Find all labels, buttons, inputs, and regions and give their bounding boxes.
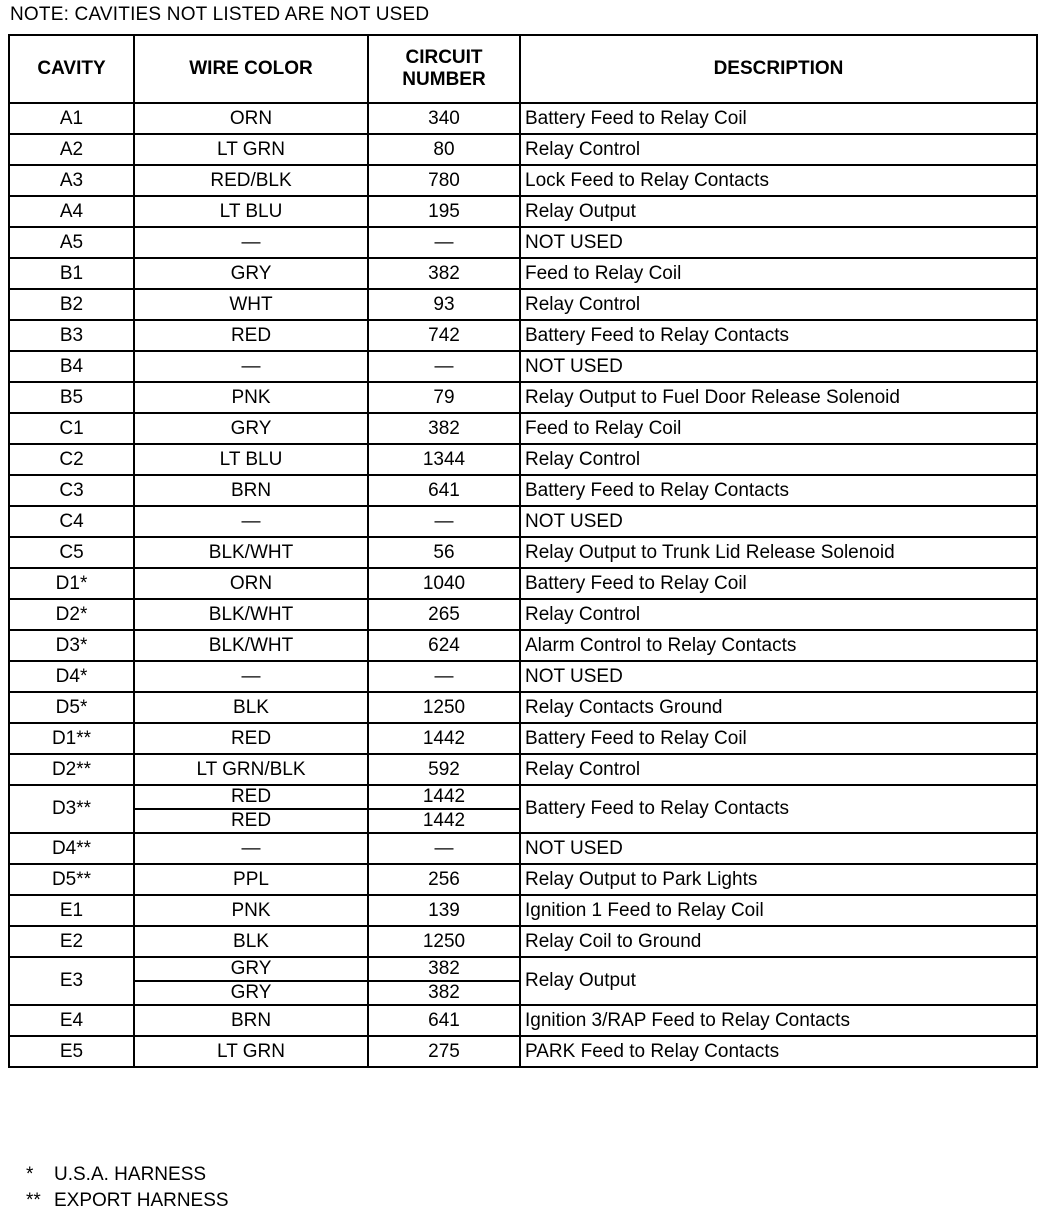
circuit-number-cell: 1250: [368, 926, 520, 957]
wire-color-cell: RED: [134, 723, 368, 754]
wire-color-cell: GRY: [134, 981, 368, 1005]
wire-color-cell: BRN: [134, 1005, 368, 1036]
wire-color-cell: BLK: [134, 926, 368, 957]
circuit-number-cell: 641: [368, 1005, 520, 1036]
cavity-cell: E3: [9, 957, 134, 1005]
footnotes: [26, 1162, 229, 1214]
description-cell: NOT USED: [520, 833, 1037, 864]
table-row: [9, 833, 1037, 864]
table-row: [9, 258, 1037, 289]
description-cell: Relay Contacts Ground: [520, 692, 1037, 723]
table-row: [9, 506, 1037, 537]
circuit-number-cell: 340: [368, 103, 520, 134]
cavity-cell: C1: [9, 413, 134, 444]
table-row: [9, 692, 1037, 723]
note-text: NOTE: CAVITIES NOT LISTED ARE NOT USED: [10, 4, 430, 25]
description-cell: Relay Control: [520, 444, 1037, 475]
wire-color-cell: LT GRN: [134, 1036, 368, 1067]
description-cell: Ignition 3/RAP Feed to Relay Contacts: [520, 1005, 1037, 1036]
wire-color-cell: BLK/WHT: [134, 599, 368, 630]
header-circuit-line1: CIRCUIT: [405, 47, 483, 68]
wire-color-cell: BLK: [134, 692, 368, 723]
description-cell: Relay Output to Trunk Lid Release Solenoid: [520, 537, 1037, 568]
wire-color-cell: RED: [134, 785, 368, 809]
description-cell: Relay Output: [520, 957, 1037, 1005]
description-cell: Relay Control: [520, 289, 1037, 320]
circuit-number-cell: —: [368, 506, 520, 537]
table-row: [9, 599, 1037, 630]
cavity-cell: D2*: [9, 599, 134, 630]
circuit-number-cell: 382: [368, 258, 520, 289]
footnote-mark: *: [26, 1164, 34, 1185]
wire-color-cell: LT GRN: [134, 134, 368, 165]
wire-color-cell: PPL: [134, 864, 368, 895]
circuit-number-cell: 256: [368, 864, 520, 895]
wire-color-cell: LT BLU: [134, 196, 368, 227]
wire-color-cell: RED/BLK: [134, 165, 368, 196]
cavity-cell: A4: [9, 196, 134, 227]
table-row: [9, 382, 1037, 413]
cavity-cell: B2: [9, 289, 134, 320]
circuit-number-cell: —: [368, 227, 520, 258]
wire-color-cell: ORN: [134, 568, 368, 599]
footnote-usa: [26, 1162, 229, 1188]
cavity-cell: D4*: [9, 661, 134, 692]
cavity-cell: C5: [9, 537, 134, 568]
footnote-text: U.S.A. HARNESS: [54, 1164, 207, 1185]
circuit-number-cell: 641: [368, 475, 520, 506]
wire-color-cell: GRY: [134, 413, 368, 444]
cavity-cell: D1**: [9, 723, 134, 754]
description-cell: Relay Output to Fuel Door Release Solenoid: [520, 382, 1037, 413]
circuit-number-cell: —: [368, 833, 520, 864]
description-cell: Battery Feed to Relay Contacts: [520, 475, 1037, 506]
table-row: [9, 165, 1037, 196]
table-row: [9, 785, 1037, 809]
table-row: [9, 537, 1037, 568]
cavity-cell: D1*: [9, 568, 134, 599]
description-cell: NOT USED: [520, 351, 1037, 382]
description-cell: Relay Control: [520, 134, 1037, 165]
wire-color-cell: —: [134, 833, 368, 864]
cavity-cell: D3*: [9, 630, 134, 661]
table-row: [9, 754, 1037, 785]
header-wire-color: WIRE COLOR: [134, 35, 368, 103]
circuit-number-cell: 275: [368, 1036, 520, 1067]
footnote-text: EXPORT HARNESS: [54, 1190, 229, 1211]
description-cell: NOT USED: [520, 227, 1037, 258]
description-cell: Relay Output to Park Lights: [520, 864, 1037, 895]
cavity-cell: D3**: [9, 785, 134, 833]
wire-color-cell: PNK: [134, 895, 368, 926]
circuit-number-cell: 780: [368, 165, 520, 196]
wire-color-cell: RED: [134, 809, 368, 833]
description-cell: Feed to Relay Coil: [520, 258, 1037, 289]
table-row: [9, 475, 1037, 506]
cavity-cell: A1: [9, 103, 134, 134]
table-row: [9, 134, 1037, 165]
circuit-number-cell: 382: [368, 981, 520, 1005]
cavity-cell: B4: [9, 351, 134, 382]
table-row: [9, 723, 1037, 754]
wire-color-cell: LT BLU: [134, 444, 368, 475]
table-row: [9, 630, 1037, 661]
description-cell: Battery Feed to Relay Coil: [520, 103, 1037, 134]
header-row: [9, 35, 1037, 103]
description-cell: Lock Feed to Relay Contacts: [520, 165, 1037, 196]
circuit-number-cell: 1344: [368, 444, 520, 475]
header-circuit-line2: NUMBER: [402, 69, 486, 90]
cavity-cell: D2**: [9, 754, 134, 785]
circuit-number-cell: 592: [368, 754, 520, 785]
cavity-cell: C3: [9, 475, 134, 506]
description-cell: Battery Feed to Relay Coil: [520, 723, 1037, 754]
description-cell: Battery Feed to Relay Coil: [520, 568, 1037, 599]
cavity-cell: E5: [9, 1036, 134, 1067]
description-cell: Relay Control: [520, 599, 1037, 630]
cavity-cell: A5: [9, 227, 134, 258]
circuit-number-cell: 265: [368, 599, 520, 630]
circuit-number-cell: 195: [368, 196, 520, 227]
cavity-cell: B5: [9, 382, 134, 413]
header-cavity: CAVITY: [9, 35, 134, 103]
description-cell: PARK Feed to Relay Contacts: [520, 1036, 1037, 1067]
wire-color-cell: BRN: [134, 475, 368, 506]
wire-color-cell: PNK: [134, 382, 368, 413]
circuit-number-cell: 1442: [368, 785, 520, 809]
table-row: [9, 320, 1037, 351]
wire-color-cell: BLK/WHT: [134, 537, 368, 568]
description-cell: Feed to Relay Coil: [520, 413, 1037, 444]
wire-color-cell: ORN: [134, 103, 368, 134]
wire-color-cell: LT GRN/BLK: [134, 754, 368, 785]
cavity-cell: D5*: [9, 692, 134, 723]
table-row: [9, 1005, 1037, 1036]
table-row: [9, 289, 1037, 320]
table-row: [9, 895, 1037, 926]
cavity-cell: B3: [9, 320, 134, 351]
cavity-cell: C2: [9, 444, 134, 475]
cavity-cell: E1: [9, 895, 134, 926]
circuit-number-cell: 79: [368, 382, 520, 413]
table-row: [9, 196, 1037, 227]
circuit-number-cell: 56: [368, 537, 520, 568]
table-row: [9, 444, 1037, 475]
header-description: DESCRIPTION: [520, 35, 1037, 103]
cavity-cell: B1: [9, 258, 134, 289]
cavity-cell: E2: [9, 926, 134, 957]
circuit-number-cell: 1040: [368, 568, 520, 599]
table-row: [9, 926, 1037, 957]
cavity-cell: C4: [9, 506, 134, 537]
circuit-number-cell: —: [368, 661, 520, 692]
wire-color-cell: RED: [134, 320, 368, 351]
cavity-cell: D5**: [9, 864, 134, 895]
wire-color-cell: GRY: [134, 258, 368, 289]
table-row: [9, 957, 1037, 981]
header-circuit-number: [368, 35, 520, 103]
connector-pinout-table: [8, 34, 1038, 1068]
description-cell: Battery Feed to Relay Contacts: [520, 785, 1037, 833]
circuit-number-cell: 93: [368, 289, 520, 320]
table-row: [9, 864, 1037, 895]
table-row: [9, 661, 1037, 692]
table-row: [9, 568, 1037, 599]
circuit-number-cell: 1250: [368, 692, 520, 723]
circuit-number-cell: 139: [368, 895, 520, 926]
table-row: [9, 351, 1037, 382]
cavity-cell: D4**: [9, 833, 134, 864]
description-cell: Battery Feed to Relay Contacts: [520, 320, 1037, 351]
description-cell: Relay Output: [520, 196, 1037, 227]
wire-color-cell: WHT: [134, 289, 368, 320]
circuit-number-cell: 1442: [368, 809, 520, 833]
circuit-number-cell: 742: [368, 320, 520, 351]
description-cell: Alarm Control to Relay Contacts: [520, 630, 1037, 661]
description-cell: Relay Coil to Ground: [520, 926, 1037, 957]
table-body: [9, 103, 1037, 1067]
description-cell: Ignition 1 Feed to Relay Coil: [520, 895, 1037, 926]
description-cell: NOT USED: [520, 506, 1037, 537]
wire-color-cell: BLK/WHT: [134, 630, 368, 661]
cavity-cell: E4: [9, 1005, 134, 1036]
wire-color-cell: GRY: [134, 957, 368, 981]
table-row: [9, 1036, 1037, 1067]
wire-color-cell: —: [134, 227, 368, 258]
circuit-number-cell: 382: [368, 413, 520, 444]
description-cell: NOT USED: [520, 661, 1037, 692]
wire-color-cell: —: [134, 506, 368, 537]
wire-color-cell: —: [134, 661, 368, 692]
circuit-number-cell: 624: [368, 630, 520, 661]
table-row: [9, 103, 1037, 134]
circuit-number-cell: 1442: [368, 723, 520, 754]
description-cell: Relay Control: [520, 754, 1037, 785]
circuit-number-cell: —: [368, 351, 520, 382]
wire-color-cell: —: [134, 351, 368, 382]
footnote-mark: **: [26, 1190, 41, 1211]
cavity-cell: A3: [9, 165, 134, 196]
circuit-number-cell: 80: [368, 134, 520, 165]
circuit-number-cell: 382: [368, 957, 520, 981]
cavity-cell: A2: [9, 134, 134, 165]
table-row: [9, 227, 1037, 258]
footnote-export: [26, 1188, 229, 1214]
table-row: [9, 413, 1037, 444]
